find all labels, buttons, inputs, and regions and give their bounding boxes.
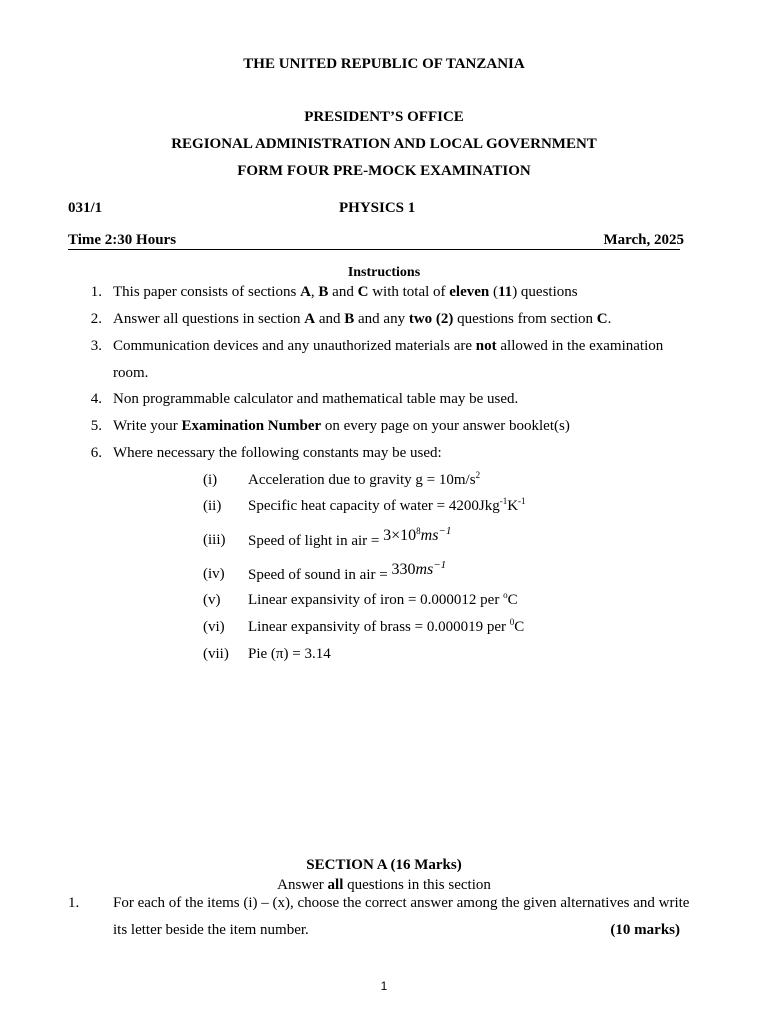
constant-gravity: Acceleration due to gravity $g = 10m/s^2$	[248, 470, 481, 488]
constant-pi: Pie (π) = 3.14	[248, 646, 331, 662]
constant-expansivity-brass: Linear expansivity of brass = 0.000019 per $^0$C	[248, 617, 525, 635]
constant-speed-of-light: Speed of light in air = $3\times 10^8ms^{-1}$	[248, 525, 452, 549]
paper-code: 031/1	[68, 200, 103, 216]
header-divider	[68, 249, 680, 250]
instruction-item: Communication devices and any unauthorized materials are not allowed in the examination	[113, 338, 664, 354]
office-title: PRESIDENT’S OFFICE	[304, 109, 464, 125]
country-title: THE UNITED REPUBLIC OF TANZANIA	[243, 56, 525, 72]
constant-number: (i)	[203, 472, 218, 488]
instruction-number: 4.	[90, 391, 102, 407]
instruction-item: Where necessary the following constants may be used:	[113, 445, 442, 461]
instruction-number: 3.	[90, 338, 102, 354]
question-marks: (10 marks)	[610, 922, 680, 938]
instructions-title: Instructions	[347, 265, 421, 280]
constant-number: (v)	[203, 592, 221, 608]
instruction-number: 1.	[90, 284, 102, 300]
question-number: 1.	[68, 895, 80, 911]
exam-date: March, 2025	[603, 232, 684, 248]
instruction-item: Answer all questions in section A and B and any two (2) questions from section C.	[113, 311, 612, 327]
instruction-item: Write your Examination Number on every page on your answer booklet(s)	[113, 418, 570, 434]
instruction-continuation: room.	[113, 365, 149, 381]
page-number: 1	[380, 979, 388, 993]
constant-number: (iii)	[203, 532, 226, 548]
constant-number: (vi)	[203, 619, 225, 635]
time-allowed: Time 2:30 Hours	[68, 232, 177, 248]
instruction-item: Non programmable calculator and mathematical table may be used.	[113, 391, 519, 407]
instruction-number: 6.	[90, 445, 102, 461]
instruction-number: 2.	[90, 311, 102, 327]
section-a-subtitle: Answer all questions in this section	[277, 877, 491, 893]
instruction-number: 5.	[90, 418, 102, 434]
constant-number: (iv)	[203, 566, 225, 582]
constant-number: (vii)	[203, 646, 229, 662]
section-a-title: SECTION A (16 Marks)	[306, 857, 462, 873]
constant-expansivity-iron: Linear expansivity of iron = 0.000012 per $^o$C	[248, 590, 518, 608]
constant-number: (ii)	[203, 498, 222, 514]
question-text: For each of the items (i) – (x), choose the correct answer among the given alternatives and write	[113, 895, 690, 911]
instruction-item: This paper consists of sections A, B and C with total of eleven (11) questions	[113, 284, 578, 300]
question-text-continuation: its letter beside the item number.	[113, 922, 309, 938]
subject-title: PHYSICS 1	[339, 200, 416, 216]
constant-speed-of-sound: Speed of sound in air = $330ms^{-1}$	[248, 559, 447, 583]
constant-heat-capacity: Specific heat capacity of water = $4200Jkg^{-1}K^{-1}$	[248, 496, 526, 514]
exam-title: FORM FOUR PRE-MOCK EXAMINATION	[237, 163, 531, 179]
administration-title: REGIONAL ADMINISTRATION AND LOCAL GOVERNMENT	[171, 136, 597, 152]
